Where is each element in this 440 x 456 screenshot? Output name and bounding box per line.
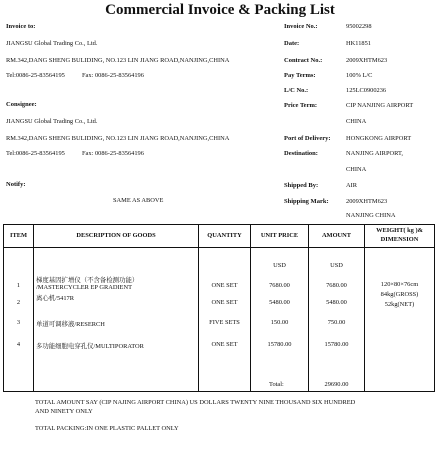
col-divider-unit-price — [308, 224, 309, 391]
header-quantity: QUANTITY — [207, 232, 242, 239]
table-row-item: 4 — [16, 341, 21, 348]
amount-in-words-cont: AND NINETY ONLY — [35, 408, 93, 415]
document-title: Commercial Invoice & Packing List — [105, 2, 335, 18]
shipping-mark-label: Shipping Mark: — [284, 198, 329, 205]
table-row-item: 1 — [16, 282, 21, 289]
contract-no-label: Contract No.: — [284, 57, 323, 64]
consignee-address: RM.342,DANG SHENG BULIDING, NO.123 LIN JIANG ROAD,NANJING,CHINA — [6, 135, 230, 142]
invoice-no-label: Invoice No.: — [284, 23, 318, 30]
total-amount: 29690.00 — [324, 381, 349, 388]
table-row-amount: 15780.00 — [324, 341, 349, 348]
consignee-label: Consignee: — [6, 101, 37, 108]
col-divider-item — [33, 224, 34, 391]
shipping-mark-value-1: 2009XHTM623 — [346, 198, 388, 205]
port-of-delivery-label: Port of Delivery: — [284, 135, 331, 142]
header-weight: WEIGHT( kg )& — [376, 227, 423, 234]
price-term-value-1: CIP NANJING AIRPORT — [346, 102, 414, 109]
invoice-to-fax: Fax: 0086-25-83564196 — [82, 72, 144, 79]
date-value: HK11851 — [346, 40, 371, 47]
header-unit-price: UNIT PRICE — [260, 232, 299, 239]
shipped-by-label: Shipped By: — [284, 182, 319, 189]
table-right-border — [434, 224, 435, 391]
table-row-unit-price: 150.00 — [270, 319, 289, 326]
consignee-company: JIANGSU Global Trading Co., Ltd. — [6, 118, 98, 125]
invoice-to-label: Invoice to: — [6, 23, 36, 30]
table-row-description-sub: /MASTERCYCLER EP GRADIENT — [36, 284, 132, 291]
invoice-to-company: JIANGSU Global Trading Co., Ltd. — [6, 40, 98, 47]
table-row-description: 梯度基因扩增仪（不含备检测功能） — [36, 277, 139, 284]
shipped-by-value: AIR — [346, 182, 358, 189]
table-row-amount: 5480.00 — [326, 299, 347, 306]
col-divider-description — [198, 224, 199, 391]
table-row-unit-price: 15780.00 — [267, 341, 292, 348]
amount-in-words: TOTAL AMOUNT SAY (CIP NAJING AIRPORT CHINA) US DOLLARS TWENTY NINE THOUSAND SIX HUNDRED — [35, 399, 356, 406]
table-left-border — [3, 224, 4, 391]
date-label: Date: — [284, 40, 300, 47]
table-row-quantity: ONE SET — [211, 341, 238, 348]
weight-gross: 84kg(GROSS) — [380, 291, 419, 298]
invoice-to-address: RM.342,DANG SHENG BULIDING, NO.123 LIN JIANG ROAD,NANJING,CHINA — [6, 57, 230, 64]
table-row-unit-price: 5480.00 — [269, 299, 290, 306]
lc-no-value: 125LC0900236 — [346, 87, 387, 94]
lc-no-label: L/C No.: — [284, 87, 309, 94]
header-dimension: DIMENSION — [380, 236, 419, 243]
table-row-quantity: FIVE SETS — [209, 319, 240, 326]
contract-no-value: 2009XHTM623 — [346, 57, 388, 64]
table-row-item: 3 — [16, 319, 21, 326]
amount-currency: USD — [330, 262, 343, 269]
col-divider-quantity — [250, 224, 251, 391]
table-row-description: 离心机/5417R — [36, 295, 74, 302]
table-row-quantity: ONE SET — [211, 299, 238, 306]
notify-label: Notify: — [6, 181, 26, 188]
pay-terms-value: 100% L/C — [346, 72, 373, 79]
destination-value-2: CHINA — [346, 166, 367, 173]
shipping-mark-value-2: NANJING CHINA — [346, 212, 396, 219]
header-description: DESCRIPTION OF GOODS — [76, 232, 156, 239]
table-top-border — [3, 224, 435, 225]
invoice-no-value: 95002298 — [346, 23, 372, 30]
table-bottom-border — [3, 391, 435, 392]
table-row-unit-price: 7680.00 — [269, 282, 290, 289]
unit-price-currency: USD — [273, 262, 286, 269]
table-row-amount: 7680.00 — [326, 282, 347, 289]
weight-net: 52kg(NET) — [384, 301, 415, 308]
destination-label: Destination: — [284, 150, 318, 157]
price-term-value-2: CHINA — [346, 118, 367, 125]
table-row-description: 单道可调移液/RESERCH — [36, 321, 105, 328]
table-row-item: 2 — [16, 299, 21, 306]
table-row-quantity: ONE SET — [211, 282, 238, 289]
pay-terms-label: Pay Terms: — [284, 72, 316, 79]
table-header-border — [3, 247, 435, 248]
table-row-description: 多功能细胞电穿孔仪/MULTIPORATOR — [36, 343, 144, 350]
destination-value-1: NANJING AIRPORT, — [346, 150, 404, 157]
consignee-tel: Tel:0086-25-83564195 — [6, 150, 65, 157]
total-packing: TOTAL PACKING:IN ONE PLASTIC PALLET ONLY — [35, 425, 179, 432]
total-label: Total: — [269, 381, 284, 388]
consignee-fax: Fax: 0086-25-83564196 — [82, 150, 144, 157]
header-item: ITEM — [9, 232, 28, 239]
header-amount: AMOUNT — [321, 232, 352, 239]
invoice-to-tel: Tel:0086-25-83564195 — [6, 72, 65, 79]
notify-value: SAME AS ABOVE — [113, 197, 164, 204]
table-row-amount: 750.00 — [327, 319, 346, 326]
price-term-label: Price Term: — [284, 102, 318, 109]
port-of-delivery-value: HONGKONG AIRPORT — [346, 135, 412, 142]
weight-dimension: 120×80×76cm — [380, 281, 419, 288]
